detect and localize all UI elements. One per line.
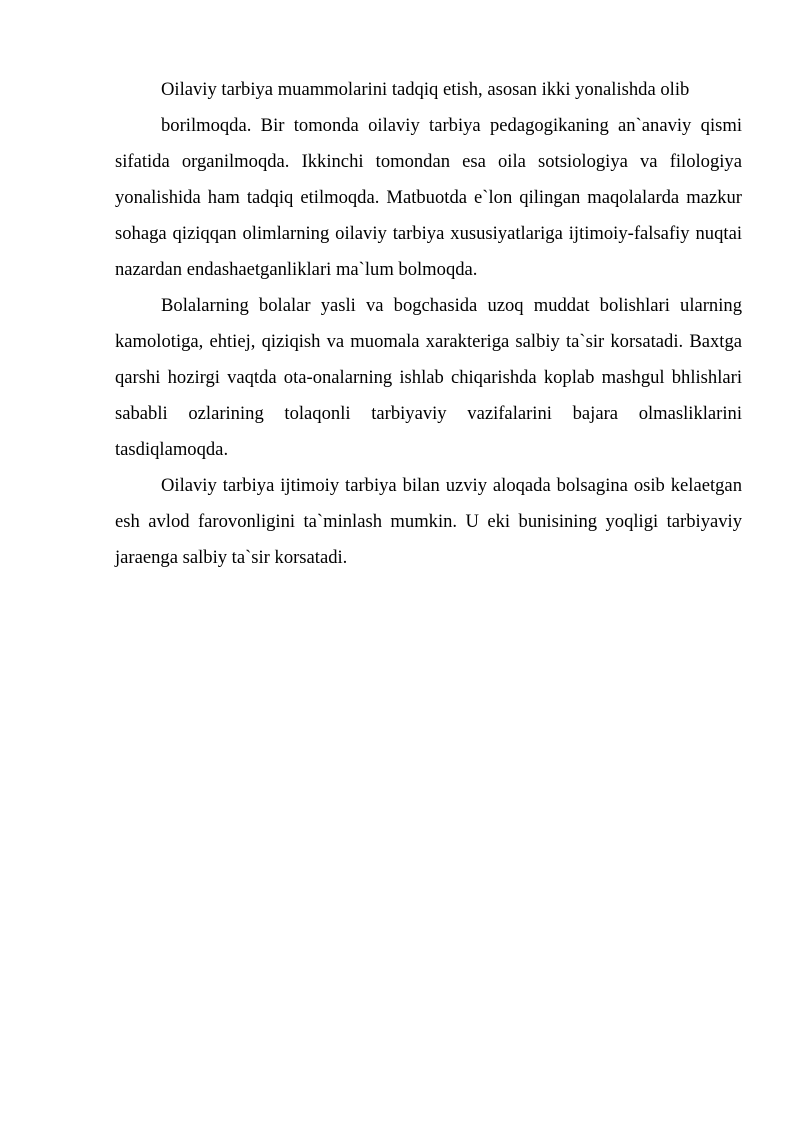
paragraph-research-directions: borilmoqda. Bir tomonda oilaviy tarbiya pedagogikaning an`anaviy qismi sifatida organilmoqda. Ikkinchi tomondan esa oila sotsiologiya va filologiya yonalishida ham tadqiq etilmoqda. Matbuotda e`lon qilingan maqolalarda mazkur sohaga qiziqqan olimlarning oilaviy tarbiya xususiyatlariga ijtimoiy-falsafiy nuqtai nazardan endashaetganliklari ma`lum bolmoqda. [115,115,742,280]
paragraph-social-upbringing: Oilaviy tarbiya ijtimoiy tarbiya bilan uzviy aloqada bolsagina osib kelaetgan esh avlod farovonligini ta`minlash mumkin. U eki bunisining yoqligi tarbiyaviy jaraenga salbiy ta`sir korsatadi. [115,475,742,568]
paragraph-intro: Oilaviy tarbiya muammolarini tadqiq etish, asosan ikki yonalishda olib [161,79,690,100]
document-body [115,72,742,576]
paragraph-kindergarten: Bolalarning bolalar yasli va bogchasida uzoq muddat bolishlari ularning kamolotiga, ehtiej, qiziqish va muomala xarakteriga salbiy ta`sir korsatadi. Baxtga qarshi hozirgi vaqtda ota-onalarning ishlab chiqarishda koplab mashgul bhlishlari sababli ozlarining tolaqonli tarbiyaviy vazifalarini bajara olmasliklarini tasdiqlamoqda. [115,295,742,460]
